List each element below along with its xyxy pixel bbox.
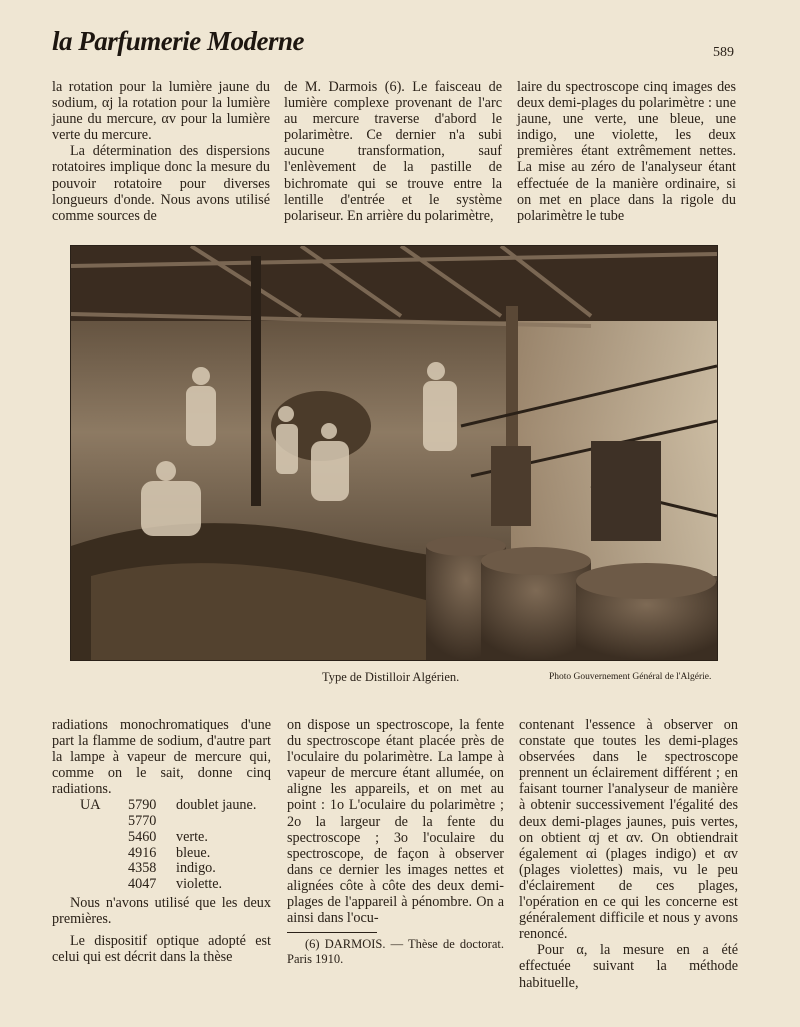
line-label: verte. — [176, 828, 208, 845]
figure-caption: Type de Distilloir Algérien. — [322, 670, 460, 684]
bottom-column-3 — [519, 717, 738, 991]
paragraph: contenant l'essence à observer on constate que toutes les demi-plages observées dans le spectroscope prennent un éclairement différent ; en faisant tourner l'analyseur de manière à obtenir successivement l'égalité des deux demi-plages jaunes, puis vertes, on obtient αj et αv. On obtiendrait également αi (plages indigo) et αv (plages violettes) mais, vu le peu d'éclairement de ces plages, l'opération en ce qui les concerne est généralement difficile et nous y avons renoncé. — [519, 717, 738, 943]
table-row — [52, 846, 256, 862]
wavelength: 5460 — [128, 828, 157, 845]
paragraph: La détermination des dispersions rotatoires implique donc la mesure du pouvoir rotatoire pour diverses longueurs d'onde. Nous avons utilisé comme sources de — [52, 143, 270, 224]
table-row — [52, 798, 256, 814]
table-row — [52, 830, 256, 846]
page-number: 589 — [713, 45, 734, 60]
paragraph: Nous n'avons utilisé que les deux premières. — [52, 894, 271, 927]
footnote: (6) DARMOIS. — Thèse de doctorat. Paris 1910. — [287, 937, 504, 966]
top-column-1 — [52, 79, 270, 224]
wavelength: 4916 — [128, 844, 157, 861]
masthead: la Parfumerie Moderne — [52, 26, 304, 56]
line-label: doublet jaune. — [176, 797, 257, 814]
paragraph: de M. Darmois (6). Le faisceau de lumière complexe provenant de l'arc au mercure traverse d'abord le polarimètre. Ce dernier n'a subi aucune transformation, sauf l'enlèvement de la pastille de bichromate qui se trouve entre la lentille d'entrée et le système polariseur. En arrière du polarimètre, — [284, 79, 502, 224]
wavelength: 4358 — [128, 860, 157, 877]
paragraph: Pour α, la mesure en a été effectuée suivant la méthode habituelle, — [519, 942, 738, 991]
wavelength: 5790 — [128, 797, 157, 814]
paragraph: Le dispositif optique adopté est celui qui est décrit dans la thèse — [52, 932, 271, 965]
line-label: indigo. — [176, 860, 216, 877]
line-label: violette. — [176, 875, 223, 892]
table-row — [52, 861, 256, 877]
unit-label: UA — [80, 797, 101, 814]
top-column-3 — [517, 79, 736, 224]
paragraph: laire du spectroscope cinq images des deux demi-plages du polarimètre : une jaune, une verte, une bleue, une indigo, une violette, les deux premières étant extrêmement nettes. La mise au zéro de l'analyseur étant effectuée de la manière ordinaire, si on met en place dans la rigole du polarimètre le tube — [517, 79, 736, 224]
line-label — [176, 814, 256, 830]
table-row — [52, 814, 256, 830]
photo-credit: Photo Gouvernement Général de l'Algérie. — [549, 672, 712, 682]
paragraph: radiations monochromatiques d'une part la flamme de sodium, d'autre part la lampe à vapeur de mercure qui, comme on le sait, donne cinq radiations. — [52, 717, 271, 798]
mercury-lines-table — [52, 798, 256, 892]
wavelength: 5770 — [128, 813, 157, 830]
table-row — [52, 877, 256, 893]
paragraph: la rotation pour la lumière jaune du sodium, αj la rotation pour la lumière jaune du mercure, αv pour la lumière verte du mercure. — [52, 79, 270, 144]
top-column-2 — [284, 79, 502, 224]
footnote-divider — [287, 932, 377, 933]
paragraph: on dispose un spectroscope, la fente du spectroscope étant placée près de l'oculaire du polarimètre. La lampe à vapeur de mercure étant allumée, on aligne les appareils, et on met au point : 1o L'oculaire du polarimètre ; 2o la largeur de la fente du spectroscope ; 3o l'oculaire du spectroscope, de façon à observer dans ce dernier les images nettes et alignées côte à côte des deux demi-plages de l'appareil à pénombre. On a ainsi dans l'ocu- — [287, 717, 504, 927]
bottom-column-2 — [287, 717, 504, 966]
line-label: bleue. — [176, 844, 211, 861]
bottom-column-1 — [52, 717, 271, 965]
distillery-photograph — [70, 245, 718, 661]
wavelength: 4047 — [128, 875, 157, 892]
